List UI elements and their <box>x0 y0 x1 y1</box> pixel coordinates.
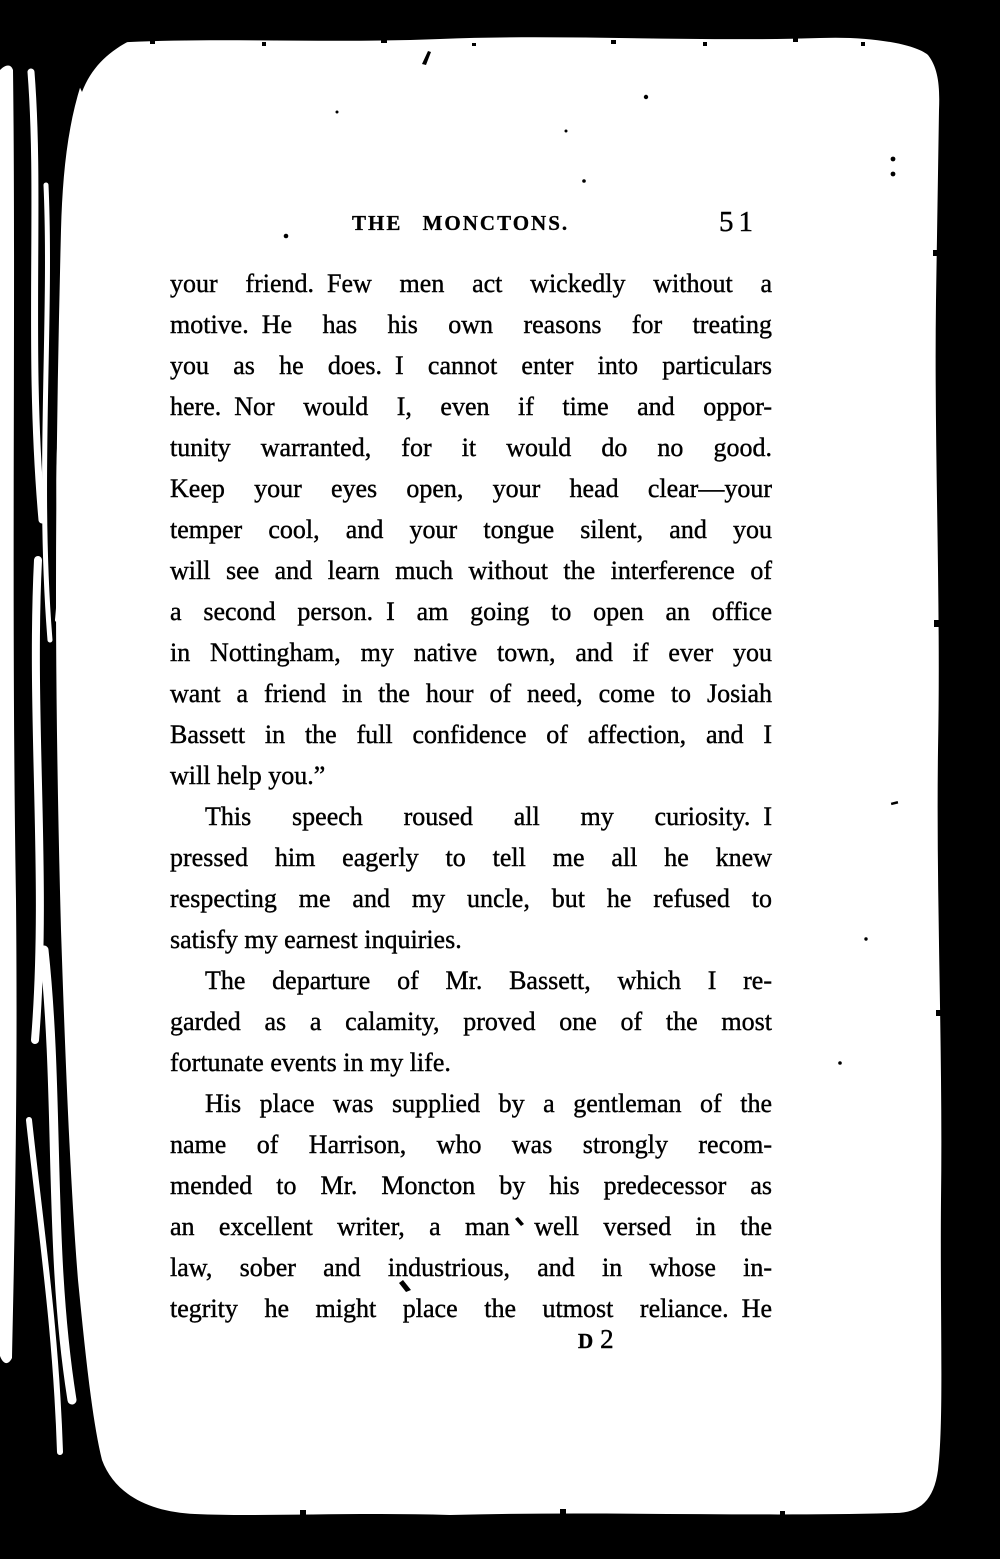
text-line: Keep your eyes open, your head clear—your <box>170 474 772 503</box>
text-line: will see and learn much without the interference of <box>170 556 772 585</box>
text-line: The departure of Mr. Bassett, which I re- <box>205 966 772 995</box>
text-line: a second person. I am going to open an office <box>170 597 772 626</box>
text-line: motive. He has his own reasons for treating <box>170 310 772 339</box>
page-number: 51 <box>719 206 758 238</box>
signature-number: 2 <box>600 1324 614 1354</box>
text-line: mended to Mr. Moncton by his predecessor as <box>170 1171 772 1200</box>
running-header-title: THE MONCTONS. <box>352 211 570 235</box>
text-line: want a friend in the hour of need, come to Josiah <box>170 679 772 708</box>
text-line: His place was supplied by a gentleman of the <box>205 1089 772 1118</box>
signature-letter: D <box>578 1329 594 1353</box>
text-line: tunity warranted, for it would do no good. <box>170 433 772 462</box>
text-line: in Nottingham, my native town, and if ever you <box>170 638 772 667</box>
text-line: satisfy my earnest inquiries. <box>170 925 462 954</box>
text-line: tegrity he might place the utmost reliance. He <box>170 1294 772 1323</box>
text-line: Bassett in the full confidence of affection, and I <box>170 720 772 749</box>
text-line: name of Harrison, who was strongly recom- <box>170 1130 772 1159</box>
text-line: fortunate events in my life. <box>170 1048 451 1077</box>
text-line: your friend. Few men act wickedly without a <box>170 269 772 298</box>
text-line: garded as a calamity, proved one of the most <box>170 1007 772 1036</box>
signature-mark <box>578 1324 614 1356</box>
text-line: will help you.” <box>170 761 326 790</box>
text-line: here. Nor would I, even if time and oppor- <box>170 392 772 421</box>
text-line: an excellent writer, a man well versed in the <box>170 1212 772 1241</box>
text-line: pressed him eagerly to tell me all he knew <box>170 843 772 872</box>
text-line: temper cool, and your tongue silent, and you <box>170 515 772 544</box>
text-line: you as he does. I cannot enter into particulars <box>170 351 772 380</box>
text-line: law, sober and industrious, and in whose in- <box>170 1253 772 1282</box>
body-text <box>170 263 772 1329</box>
text-line: respecting me and my uncle, but he refused to <box>170 884 772 913</box>
text-line: This speech roused all my curiosity. I <box>205 802 772 831</box>
